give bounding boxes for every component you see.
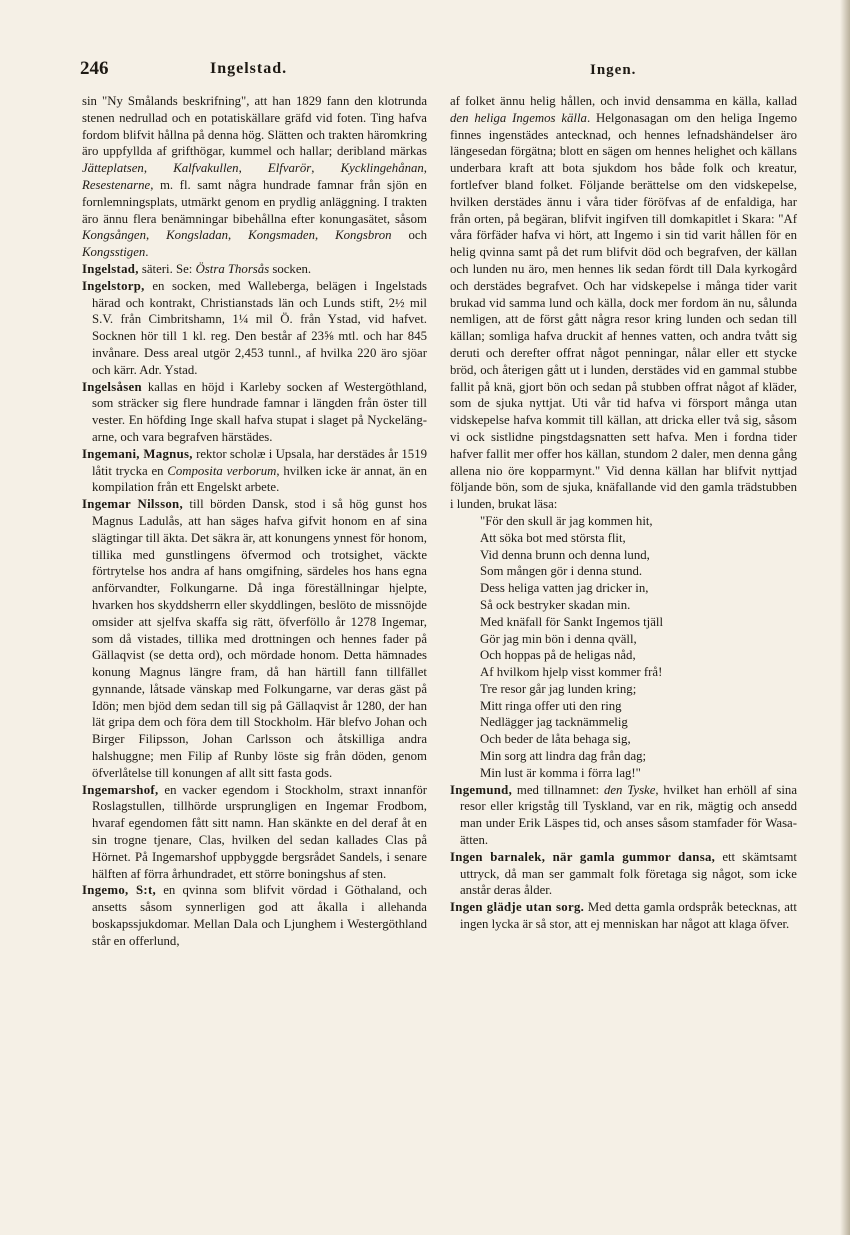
entry-ingelstorp: Ingelstorp, en socken, med Walleberga, belägen i Ingelstads härad och kontrakt, Christianstads län och Lunds stift, 2½ mil S.V. från Cimbritshamn, 1¼ mil Ö. från Ystad, vid hafvet. Socknen hör till 1 kl. reg. Den består af 23⅝ mtl. och har 845 invånare. Dess areal utgör 2,453 tunnl., af hvilka 220 äro sjöar och kärr. Adr. Ystad. [82, 278, 427, 377]
entry-continuation: af folket ännu helig hållen, och invid densamma en källa, kallad den heliga Ingemos källa. Helgonasagan om den heliga Ingemo finnes ingenstädes antecknad, och hennes lefnadshändelser äro längesedan förgätna; blott en sägen om hennes helighet och källans underbara kraft att bota sjukdom hos både folk och kreatur, fortlefver bland folket. Följande berättelse om den vidskepelse, hvilken derstädes ännu i våra tider föröfvas af de enfaldiga, har från orten, på begäran, blifvit ingifven till domkapitlet i Skara: "Af våra förfäder hafva vi hört, att Ingemo i sin tid varit hållen för en helig qvinna samt på det rum blifvit död och begrafven, der källan och lunden nu äro, men hennes lik sedan fördt till Dala kyrkogård och derstädes begrafvet. Och har vidskepelse i många tider varit brukad vid samma lund och källa, dock mer fordom än nu, sålunda nemligen, att de först gått några resor kring lunden och sedan till källan; somliga hafva druckit af hennes vatten, och andra tvått sig deruti och derefter offrat något penningar, nålar eller ett stycke bröd, och återigen gått ut i lunden, derstädes vid en gammal stubbe fallit på knä, gjort bön och sedan på stubben offrat något af kläder, som de sjuka nyttjat. Uti vår tid hafva vi försport många utan vidskepelse hafva kommit till källan, att dricka eller två sig, såsom vi ock sistlidne pingstdagsnatten sett hafva. Men i fordna tider hafver fallit mer offer hos källan, stundom 2 daler, men denna gång allena nio öre kopparmynt." Vid denna källan har blifvit nyttjad följande bön, som de sjuka, knäfallande vid den gamla trädstubben i lunden, brukat läsa: [450, 94, 798, 512]
left-column [82, 93, 427, 950]
page-number: 246 [80, 58, 109, 79]
poem-line: Tre resor går jag lunden kring; [480, 681, 637, 696]
headword: Ingemarshof, [82, 782, 159, 797]
page-header [80, 58, 822, 88]
headword: Ingen glädje utan sorg. [450, 900, 585, 915]
poem-line: Af hvilkom hjelp visst kommer frå! [480, 665, 663, 680]
poem-line: Och hoppas på de heligas nåd, [480, 648, 636, 663]
right-column [450, 93, 797, 933]
entry-ingen-barnalek: Ingen barnalek, när gamla gummor dansa, ett skämtsamt uttryck, då man ser gammalt folk företaga sig något, som icke anstår deras ålder. [450, 849, 797, 898]
headword: Ingemar Nilsson, [82, 497, 183, 512]
poem-line: "För den skull är jag kommen hit, [480, 513, 653, 528]
headword: Ingemo, S:t, [82, 883, 157, 898]
poem-line: Min lust är komma i förra lag!" [480, 765, 641, 780]
entry-ingemo: Ingemo, S:t, en qvinna som blifvit vördad i Göthaland, och ansetts såsom synnerligen god att åkalla i allehanda boskapssjukdomar. Mellan Dala och Ljunghem i Westergöthland står en offerlund, [82, 883, 427, 948]
entry-ingen-gladje: Ingen glädje utan sorg. Med detta gamla ordspråk betecknas, att ingen lycka är så stor, att ej menniskan har något att klaga öfver. [450, 900, 797, 932]
entry-ingelsasen: Ingelsåsen kallas en höjd i Karleby socken af Westergöthland, som sträcker sig flere hundrade famnar i längden från öster till vester. En höfding Inge skall hafva stupat i slaget på Nyckelängarne, och vara begrafven härstädes. [82, 379, 427, 444]
poem-line: Nedlägger jag tacknämmelig [480, 715, 628, 730]
headword: Ingelsåsen [82, 379, 142, 394]
entry-ingemarshof: Ingemarshof, en vacker egendom i Stockholm, straxt innanför Roslagstullen, tillhörde ursprungligen en Ingemar Frodbom, hvaraf egendomen fått sitt namn. Han skänkte en del deraf åt en sin trogne tjenare, Clas, hvilken del sedan kallades Clas på Hörnet. På Ingemarshof uppbyggde bergsrådet Sandels, i senare hälften af förra århundradet, ett större boningshus af sten. [82, 782, 427, 881]
headword: Ingen barnalek, när gamla gummor dansa, [450, 849, 716, 864]
poem-line: Mitt ringa offer uti den ring [480, 698, 622, 713]
poem-line: Så ock bestryker skadan min. [480, 597, 631, 612]
page-edge-shadow [840, 0, 850, 1235]
poem-line: Gör jag min bön i denna qväll, [480, 631, 637, 646]
entry-continuation: sin "Ny Smålands beskrifning", att han 1829 fann den klotrunda stenen nedrullad och en potatiskällare gräfd vid foten. Ting hafva fordom blifvit hållna på denna hög. Slätten och trakten häromkring äro uppfyllda af grifthögar, kummel och hallar; deribland märkas Jätteplatsen, Kalfvakullen, Elfvarör, Kycklingehånan, Resestenarne, m. fl. samt några hundrade famnar från sjön en fornlemningsplats, utmärkt genom en prydlig anläggning. I trakten äro ännu flera benämningar bibehållna efter konungasätet, såsom Kongsången, Kongsladan, Kongsmaden, Kongsbron och Kongsstigen. [82, 94, 427, 260]
headword: Ingelstad, [82, 261, 139, 276]
running-head-left: Ingelstad. [210, 60, 288, 77]
running-head-right: Ingen. [590, 62, 637, 78]
entry-ingemani: Ingemani, Magnus, rektor scholæ i Upsala, har derstädes år 1519 låtit trycka en Composita verborum, hvilken icke är annat, än en kompilation från ett Engelskt arbete. [82, 446, 427, 495]
entry-ingemar-nilsson: Ingemar Nilsson, till börden Dansk, stod i så hög gunst hos Magnus Ladulås, att han säges hafva gifvit honom en af sina slägtingar till äkta. Det säkra är, att konungens ynnest för honom, tillika med gunstlingens öfvermod och trotsighet, väckte förtrytelse hos andra af hans omgifning, särdeles hos hans egna anförvandter, Folkungarne. Då inga föreställningar hjelpte, hvarken hos skyddsherrn eller skyddlingen, beslöto de missnöjde omsider att sjelfva skaffa sig rätt, öfverföllo år 1278 Ingemar, som då vistades, tillika med drottningen och hennes fader på Gällaqvist (se detta ord), och mördade honom. Detta hämnades konung Magnus längre fram, då han härtill fann tillfället gynnande, låtsade vänskap med Folkungarne, var deras gäst på Idön; men bjöd dem sedan till sig på Gällaqvist år 1280, der han lät gripa dem och föra dem till Stockholm. Här blefvo Johan och Birger Filipsson, Johan Carlsson och åtskilliga andra halshuggne; men Filip af Runby löste sig från döden, genom öfverlåtelse till konungen af allt sitt fasta gods. [82, 497, 427, 780]
poem-line: Dess heliga vatten jag dricker in, [480, 581, 649, 596]
poem-line: Vid denna brunn och denna lund, [480, 547, 650, 562]
headword: Ingemund, [450, 782, 513, 797]
poem-line: Att söka bot med största flit, [480, 530, 626, 545]
prayer-poem [480, 513, 797, 782]
poem-line: Min sorg att lindra dag från dag; [480, 749, 647, 764]
poem-line: Och beder de låta behaga sig, [480, 732, 631, 747]
headword: Ingelstorp, [82, 278, 145, 293]
entry-ingemund: Ingemund, med tillnamnet: den Tyske, hvilket han erhöll af sina resor eller krigståg till Tyskland, var en rik, mägtig och ansedd man under Erik Läspes tid, och anses såsom stamfader för Wasa-ätten. [450, 782, 797, 848]
entry-ingelstad: Ingelstad, säteri. Se: Östra Thorsås socken. [82, 261, 312, 276]
poem-line: Som mången gör i denna stund. [480, 564, 643, 579]
headword: Ingemani, Magnus, [82, 446, 193, 461]
poem-line: Med knäfall för Sankt Ingemos tjäll [480, 614, 664, 629]
